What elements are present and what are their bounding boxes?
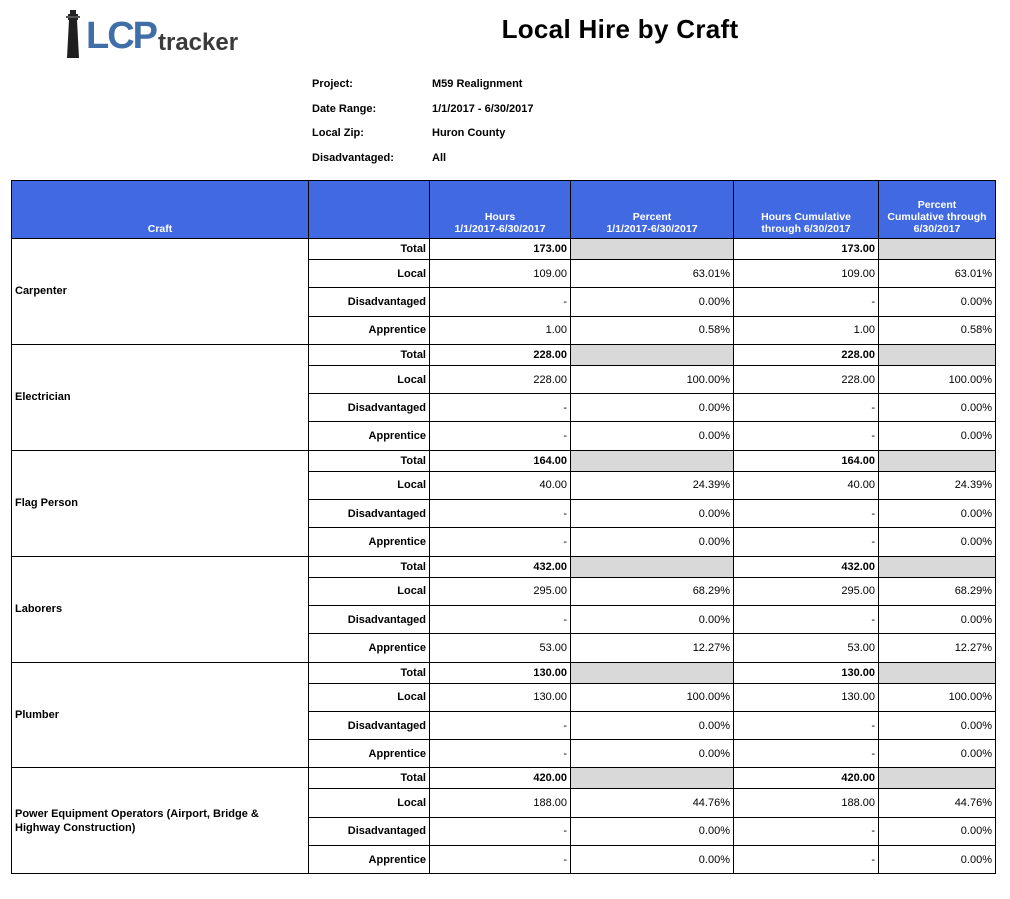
percent-cumulative-cell: 100.00% xyxy=(879,365,996,393)
percent-cell: 0.00% xyxy=(571,740,734,768)
hours-cumulative-cell: - xyxy=(734,500,879,528)
lighthouse-icon xyxy=(66,10,80,58)
hours-cumulative-cell: 40.00 xyxy=(734,471,879,499)
percent-cell: 24.39% xyxy=(571,471,734,499)
hours-cumulative-cell: 228.00 xyxy=(734,365,879,393)
meta-value: M59 Realignment xyxy=(432,78,523,90)
hours-cumulative-cell: 53.00 xyxy=(734,634,879,662)
percent-cumulative-cell xyxy=(879,450,996,471)
percent-cell: 0.00% xyxy=(571,422,734,450)
craft-name: Plumber xyxy=(12,662,309,768)
hours-cell: - xyxy=(430,394,571,422)
craft-name: Carpenter xyxy=(12,239,309,345)
percent-cell: 68.29% xyxy=(571,577,734,605)
hours-cumulative-cell: 164.00 xyxy=(734,450,879,471)
percent-cumulative-cell xyxy=(879,556,996,577)
craft-name: Power Equipment Operators (Airport, Bridge & Highway Construction) xyxy=(12,768,309,874)
hours-cell: - xyxy=(430,740,571,768)
percent-cumulative-cell: 0.00% xyxy=(879,740,996,768)
percent-cell xyxy=(571,768,734,789)
hours-cell: 432.00 xyxy=(430,556,571,577)
craft-name: Flag Person xyxy=(12,450,309,556)
percent-cumulative-cell: 44.76% xyxy=(879,789,996,817)
meta-value: All xyxy=(432,151,447,164)
category-label: Apprentice xyxy=(309,528,430,556)
hours-cell: 164.00 xyxy=(430,450,571,471)
percent-cumulative-cell: 0.00% xyxy=(879,288,996,316)
percent-cumulative-cell xyxy=(879,768,996,789)
table-row xyxy=(12,450,996,471)
percent-cumulative-cell: 0.58% xyxy=(879,316,996,344)
percent-cell: 12.27% xyxy=(571,634,734,662)
hours-cumulative-cell: 295.00 xyxy=(734,577,879,605)
percent-cumulative-cell: 0.00% xyxy=(879,817,996,845)
percent-cumulative-cell: 0.00% xyxy=(879,422,996,450)
category-label: Disadvantaged xyxy=(309,817,430,845)
percent-cell: 63.01% xyxy=(571,260,734,288)
percent-cumulative-cell xyxy=(879,344,996,365)
meta-label: Date Range: xyxy=(312,102,377,115)
percent-cell: 0.00% xyxy=(571,288,734,316)
percent-cell: 0.58% xyxy=(571,316,734,344)
hours-cumulative-cell: 130.00 xyxy=(734,662,879,683)
percent-cumulative-cell: 0.00% xyxy=(879,528,996,556)
percent-cell: 0.00% xyxy=(571,500,734,528)
hours-cell: 228.00 xyxy=(430,344,571,365)
hours-cumulative-cell: 1.00 xyxy=(734,316,879,344)
meta-label: Local Zip: xyxy=(312,127,364,139)
craft-name: Laborers xyxy=(12,556,309,662)
category-label: Local xyxy=(309,789,430,817)
category-label: Apprentice xyxy=(309,316,430,344)
percent-cumulative-cell xyxy=(879,239,996,260)
percent-cell: 0.00% xyxy=(571,846,734,874)
column-header-percent: Percent 1/1/2017-6/30/2017 xyxy=(571,181,734,239)
hours-cell: 109.00 xyxy=(430,260,571,288)
table-row xyxy=(12,344,996,365)
hours-cell: 1.00 xyxy=(430,316,571,344)
meta-row xyxy=(312,127,534,152)
logo-tracker-text: tracker xyxy=(158,29,239,56)
category-label: Apprentice xyxy=(309,740,430,768)
category-label: Disadvantaged xyxy=(309,288,430,316)
category-label: Disadvantaged xyxy=(309,500,430,528)
hours-cell: 130.00 xyxy=(430,683,571,711)
meta-row xyxy=(312,152,534,177)
percent-cell: 0.00% xyxy=(571,817,734,845)
hours-cell: - xyxy=(430,817,571,845)
percent-cumulative-cell: 0.00% xyxy=(879,711,996,739)
hours-cumulative-cell: - xyxy=(734,711,879,739)
category-label: Local xyxy=(309,683,430,711)
hours-cell: 228.00 xyxy=(430,365,571,393)
category-label: Disadvantaged xyxy=(309,394,430,422)
column-header-hours-cumulative: Hours Cumulative through 6/30/2017 xyxy=(734,181,879,239)
category-label: Total xyxy=(309,662,430,683)
hours-cumulative-cell: - xyxy=(734,846,879,874)
column-header-hours: Hours 1/1/2017-6/30/2017 xyxy=(430,181,571,239)
category-label: Disadvantaged xyxy=(309,605,430,633)
hours-cell: 130.00 xyxy=(430,662,571,683)
hours-cumulative-cell: - xyxy=(734,394,879,422)
category-label: Local xyxy=(309,260,430,288)
percent-cumulative-cell: 24.39% xyxy=(879,471,996,499)
logo-lcp-text: LCP xyxy=(86,15,156,57)
table-row xyxy=(12,662,996,683)
report-title: Local Hire by Craft xyxy=(501,14,739,44)
hours-cell: - xyxy=(430,500,571,528)
hours-cumulative-cell: - xyxy=(734,288,879,316)
hours-cell: - xyxy=(430,528,571,556)
hours-cell: 53.00 xyxy=(430,634,571,662)
percent-cell xyxy=(571,450,734,471)
percent-cell xyxy=(571,662,734,683)
hours-cell: 295.00 xyxy=(430,577,571,605)
percent-cumulative-cell: 0.00% xyxy=(879,500,996,528)
percent-cumulative-cell: 0.00% xyxy=(879,394,996,422)
lcptracker-logo xyxy=(58,4,248,60)
report-meta xyxy=(312,78,534,176)
hours-cell: - xyxy=(430,288,571,316)
percent-cumulative-cell: 0.00% xyxy=(879,605,996,633)
hours-cell: - xyxy=(430,422,571,450)
percent-cell: 44.76% xyxy=(571,789,734,817)
meta-label: Disadvantaged: xyxy=(312,151,394,164)
hours-cumulative-cell: 109.00 xyxy=(734,260,879,288)
category-label: Total xyxy=(309,556,430,577)
category-label: Disadvantaged xyxy=(309,711,430,739)
local-hire-table xyxy=(11,180,996,874)
hours-cell: 40.00 xyxy=(430,471,571,499)
percent-cumulative-cell: 12.27% xyxy=(879,634,996,662)
percent-cumulative-cell: 63.01% xyxy=(879,260,996,288)
column-header-category xyxy=(309,181,430,239)
hours-cumulative-cell: 420.00 xyxy=(734,768,879,789)
hours-cumulative-cell: 188.00 xyxy=(734,789,879,817)
category-label: Total xyxy=(309,450,430,471)
category-label: Apprentice xyxy=(309,422,430,450)
hours-cell: 188.00 xyxy=(430,789,571,817)
percent-cell: 100.00% xyxy=(571,365,734,393)
percent-cell: 100.00% xyxy=(571,683,734,711)
craft-name: Electrician xyxy=(12,344,309,450)
percent-cell: 0.00% xyxy=(571,394,734,422)
category-label: Apprentice xyxy=(309,634,430,662)
hours-cumulative-cell: - xyxy=(734,422,879,450)
hours-cumulative-cell: - xyxy=(734,817,879,845)
hours-cell: - xyxy=(430,846,571,874)
percent-cumulative-cell: 68.29% xyxy=(879,577,996,605)
meta-row xyxy=(312,103,534,128)
meta-value: 1/1/2017 - 6/30/2017 xyxy=(432,102,534,115)
percent-cumulative-cell: 100.00% xyxy=(879,683,996,711)
meta-label: Project: xyxy=(312,78,353,90)
hours-cumulative-cell: - xyxy=(734,605,879,633)
hours-cell: 420.00 xyxy=(430,768,571,789)
meta-value: Huron County xyxy=(432,127,506,139)
hours-cumulative-cell: 173.00 xyxy=(734,239,879,260)
table-row xyxy=(12,239,996,260)
percent-cell: 0.00% xyxy=(571,711,734,739)
percent-cell xyxy=(571,344,734,365)
percent-cell xyxy=(571,239,734,260)
hours-cell: - xyxy=(430,711,571,739)
percent-cumulative-cell: 0.00% xyxy=(879,846,996,874)
hours-cumulative-cell: - xyxy=(734,740,879,768)
meta-row xyxy=(312,78,534,103)
table-header-row xyxy=(12,181,996,239)
hours-cumulative-cell: - xyxy=(734,528,879,556)
percent-cell xyxy=(571,556,734,577)
column-header-craft: Craft xyxy=(12,181,309,239)
hours-cumulative-cell: 432.00 xyxy=(734,556,879,577)
column-header-percent-cumulative: Percent Cumulative through 6/30/2017 xyxy=(879,181,996,239)
hours-cumulative-cell: 130.00 xyxy=(734,683,879,711)
category-label: Local xyxy=(309,471,430,499)
table-row xyxy=(12,556,996,577)
percent-cumulative-cell xyxy=(879,662,996,683)
category-label: Local xyxy=(309,365,430,393)
category-label: Local xyxy=(309,577,430,605)
percent-cell: 0.00% xyxy=(571,605,734,633)
hours-cell: 173.00 xyxy=(430,239,571,260)
category-label: Total xyxy=(309,344,430,365)
hours-cell: - xyxy=(430,605,571,633)
percent-cell: 0.00% xyxy=(571,528,734,556)
category-label: Total xyxy=(309,768,430,789)
hours-cumulative-cell: 228.00 xyxy=(734,344,879,365)
table-row xyxy=(12,768,996,789)
category-label: Apprentice xyxy=(309,846,430,874)
category-label: Total xyxy=(309,239,430,260)
